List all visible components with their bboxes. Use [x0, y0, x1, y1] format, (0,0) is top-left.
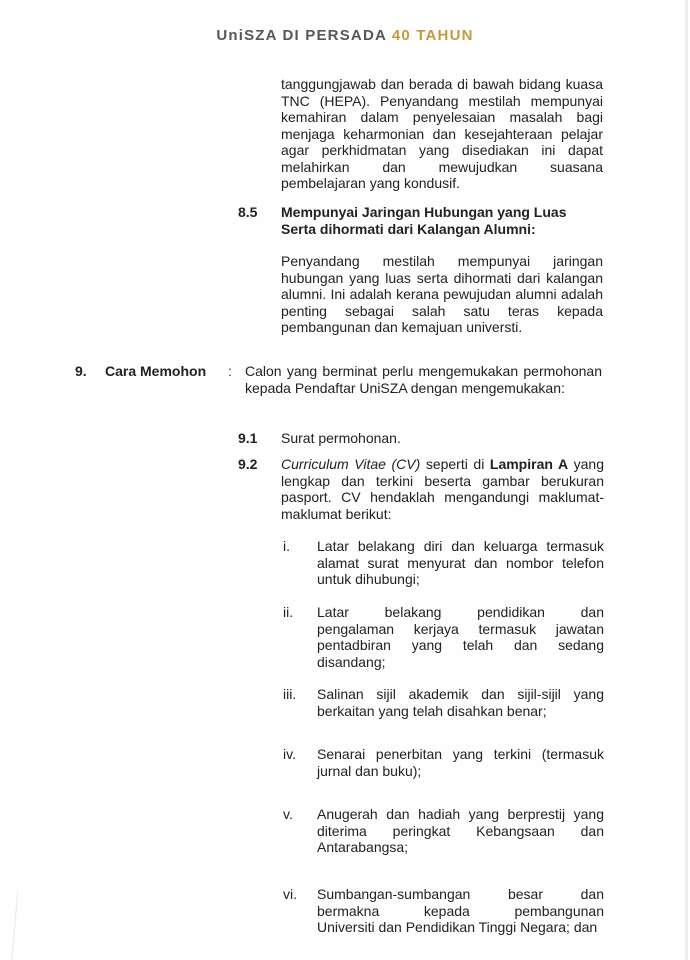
- text-line: pengalaman kerjaya termasuk jawatan: [317, 620, 604, 637]
- text-line: jurnal dan buku);: [317, 762, 422, 779]
- roman-numeral-iii: iii.: [283, 686, 297, 702]
- roman-numeral-iv: iv.: [283, 746, 296, 762]
- text-line: Calon yang berminat perlu mengemukakan permohonan: [245, 363, 602, 379]
- text-line: menjaga keharmonian dan kesejahteraan pelajar: [281, 125, 603, 142]
- text-line: pembangunan dan kemajuan universti.: [281, 319, 523, 335]
- text-line: bermakna kepada pembangunan: [317, 902, 604, 919]
- section-8-5-paragraph: [281, 253, 603, 336]
- item-9-1-text: [281, 430, 604, 447]
- roman-item-iv-text: [317, 746, 604, 779]
- text-line: Surat permohonan.: [281, 430, 401, 446]
- section-9-colon: :: [228, 363, 232, 379]
- text-line: Penyandang mestilah mempunyai jaringan: [281, 253, 603, 269]
- page-header: [0, 28, 690, 45]
- section-9-body: [245, 363, 602, 396]
- section-8-5-row: [238, 204, 604, 237]
- roman-numeral-ii: ii.: [283, 604, 294, 620]
- text-line: Universiti dan Pendidikan Tinggi Negara; dan: [317, 919, 598, 935]
- page-crease-line: [11, 892, 18, 960]
- roman-item-i: [283, 538, 604, 588]
- section-number-9: 9.: [75, 363, 87, 379]
- text-line: alumni. Ini adalah kerana pewujudan alumni adalah: [281, 286, 603, 302]
- text-line: pentadbiran yang telah dan sedang: [317, 637, 604, 653]
- text-line: agar perkhidmatan yang disediakan ini dapat: [281, 142, 603, 158]
- roman-item-i-text: [317, 538, 604, 588]
- text-line: alamat surat menyurat dan nombor telefon: [317, 554, 604, 571]
- text-line: untuk dihubungi;: [317, 571, 420, 587]
- section-8-5-heading: [281, 204, 604, 237]
- text-segment: seperti di: [420, 456, 490, 472]
- roman-item-v-text: [317, 806, 604, 856]
- text-line: maklumat berikut:: [281, 505, 392, 522]
- roman-item-vi: [283, 886, 604, 936]
- text-line: Latar belakang diri dan keluarga termasuk: [317, 538, 604, 554]
- text-line: kepada Pendaftar UniSZA dengan mengemukakan:: [245, 379, 565, 396]
- roman-item-ii-text: [317, 604, 604, 670]
- roman-numeral-vi: vi.: [283, 886, 297, 902]
- item-9-2-row: [238, 456, 604, 522]
- text-line: Sumbangan-sumbangan besar dan: [317, 886, 604, 902]
- intro-paragraph: [281, 76, 603, 192]
- roman-numeral-v: v.: [283, 806, 293, 822]
- text-line: kemahiran dalam penyelesaian masalah bagi: [281, 109, 603, 125]
- section-9-label: Cara Memohon: [105, 363, 207, 379]
- section-9-row: [75, 363, 604, 396]
- roman-item-iv: [283, 746, 604, 779]
- text-line: [281, 456, 604, 473]
- text-line: melahirkan dan mewujudkan suasana: [281, 158, 603, 175]
- text-line: Salinan sijil akademik dan sijil-sijil yang: [317, 686, 604, 702]
- text-line: hubungan yang luas serta dihormati dari kalangan: [281, 269, 603, 286]
- text-line: disandang;: [317, 653, 386, 670]
- header-title-main: UniSZA DI PERSADA: [216, 27, 392, 44]
- text-line: Anugerah dan hadiah yang berprestij yang: [317, 806, 604, 822]
- roman-item-v: [283, 806, 604, 856]
- text-segment: Lampiran A: [489, 456, 569, 472]
- text-segment: Curriculum Vitae (CV): [281, 456, 421, 472]
- roman-item-iii: [283, 686, 604, 719]
- text-line: Senarai penerbitan yang terkini (termasuk: [317, 746, 604, 762]
- text-line: diterima peringkat Kebangsaan dan: [317, 822, 604, 839]
- page-edge-shadow: [685, 0, 688, 960]
- text-line: Mempunyai Jaringan Hubungan yang Luas: [281, 204, 567, 220]
- text-line: pembelajaran yang kondusif.: [281, 175, 461, 191]
- roman-item-iii-text: [317, 686, 604, 719]
- roman-item-vi-text: [317, 886, 604, 936]
- item-number-9-1: 9.1: [238, 430, 258, 446]
- item-9-1-row: [238, 430, 604, 447]
- roman-numeral-i: i.: [283, 538, 290, 554]
- text-line: Antarabangsa;: [317, 839, 409, 855]
- item-9-2-paragraph: [281, 456, 604, 522]
- text-line: tanggungjawab dan berada di bawah bidang kuasa: [281, 76, 603, 92]
- text-line: berkaitan yang telah disahkan benar;: [317, 702, 547, 719]
- text-line: Serta dihormati dari Kalangan Alumni:: [281, 220, 536, 237]
- text-line: penting sebagai salah satu teras kepada: [281, 302, 603, 319]
- section-number-8-5: 8.5: [238, 204, 258, 220]
- text-line: Latar belakang pendidikan dan: [317, 604, 604, 620]
- item-number-9-2: 9.2: [238, 456, 258, 472]
- text-segment: yang: [568, 456, 605, 472]
- text-line: pasport. CV hendaklah mengandungi maklumat-: [281, 489, 604, 505]
- text-line: lengkap dan terkini beserta gambar berukuran: [281, 472, 604, 489]
- roman-item-ii: [283, 604, 604, 670]
- text-line: TNC (HEPA). Penyandang mestilah mempunyai: [281, 92, 603, 109]
- header-title-accent: 40 TAHUN: [391, 27, 474, 44]
